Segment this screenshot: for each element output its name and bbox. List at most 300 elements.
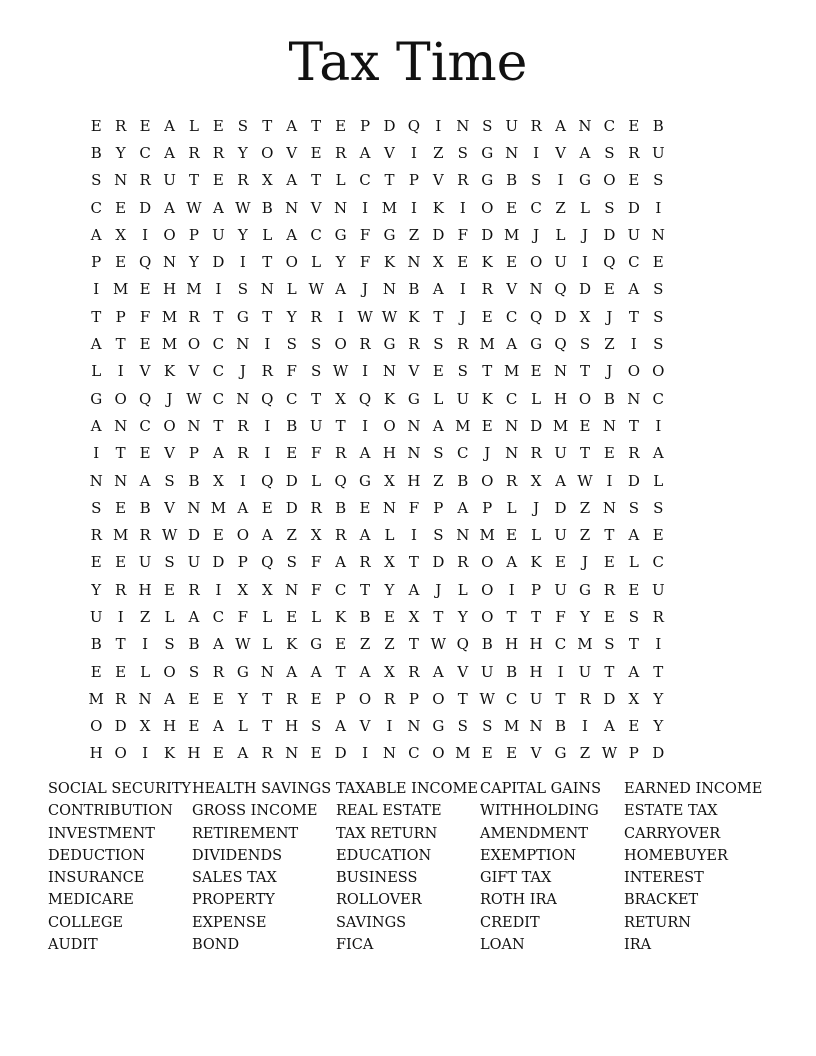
grid-letter: N xyxy=(236,335,250,354)
grid-letter: Z xyxy=(579,744,591,763)
grid-letter: S xyxy=(237,280,248,299)
grid-letter: B xyxy=(408,280,420,299)
grid-letter: S xyxy=(457,143,468,162)
grid-letter: I xyxy=(362,362,368,381)
grid-letter: E xyxy=(115,553,127,572)
grid-letter: X xyxy=(579,307,591,326)
grid-letter: U xyxy=(554,526,567,545)
grid-letter: O xyxy=(114,744,127,763)
grid-letter: T xyxy=(262,253,273,272)
grid-letter: A xyxy=(555,116,566,135)
grid-letter: S xyxy=(164,553,175,572)
grid-letter: C xyxy=(505,689,518,708)
grid-letter: A xyxy=(457,498,469,517)
grid-letter: A xyxy=(286,225,298,244)
grid-letter: W xyxy=(430,635,447,654)
grid-letter: E xyxy=(530,362,542,381)
grid-letter: I xyxy=(93,444,100,463)
grid-letter: T xyxy=(433,307,444,326)
grid-letter: G xyxy=(383,335,396,354)
grid-letter: A xyxy=(555,471,566,490)
grid-letter: O xyxy=(481,580,494,599)
grid-letter: I xyxy=(142,635,149,654)
grid-letter: O xyxy=(652,362,665,381)
grid-letter: D xyxy=(578,280,591,299)
grid-letter: R xyxy=(481,280,493,299)
grid-letter: N xyxy=(578,116,592,135)
grid-letter: A xyxy=(286,662,298,681)
grid-letter: A xyxy=(579,143,591,162)
grid-letter: A xyxy=(164,143,175,162)
grid-letter: L xyxy=(237,717,248,736)
grid-letter: L xyxy=(311,471,322,490)
grid-row xyxy=(84,740,671,767)
word-list-item: MEDICARE xyxy=(48,892,134,909)
grid-letter: D xyxy=(432,553,445,572)
grid-letter: D xyxy=(652,744,665,763)
grid-letter: R xyxy=(530,116,542,135)
word-list-item: AMENDMENT xyxy=(480,825,589,842)
grid-letter: W xyxy=(308,280,324,299)
grid-letter: S xyxy=(91,498,102,517)
grid-letter: A xyxy=(90,225,102,244)
grid-letter: E xyxy=(628,116,640,135)
grid-letter: D xyxy=(627,198,640,217)
grid-letter: I xyxy=(142,744,149,763)
grid-letter: V xyxy=(164,498,175,517)
grid-letter: R xyxy=(237,444,249,463)
grid-letter: G xyxy=(432,717,445,736)
grid-letter: A xyxy=(359,143,371,162)
grid-letter: K xyxy=(408,307,420,326)
grid-row xyxy=(84,412,671,439)
grid-letter: E xyxy=(139,280,151,299)
grid-letter: T xyxy=(335,416,346,435)
grid-letter: I xyxy=(533,143,540,162)
grid-letter: G xyxy=(481,143,494,162)
grid-letter: A xyxy=(432,662,444,681)
word-list-item: ROTH IRA xyxy=(480,892,557,909)
grid-letter: E xyxy=(481,416,493,435)
grid-letter: T xyxy=(457,689,468,708)
grid-letter: G xyxy=(554,744,567,763)
word-list-item: RETURN xyxy=(624,914,691,931)
grid-letter: O xyxy=(334,335,347,354)
grid-letter: X xyxy=(261,171,273,190)
grid-letter: S xyxy=(653,307,664,326)
grid-letter: I xyxy=(655,635,662,654)
grid-letter: C xyxy=(457,444,469,463)
grid-letter: C xyxy=(652,389,665,408)
grid-letter: A xyxy=(506,553,518,572)
grid-letter: C xyxy=(359,171,371,190)
grid-row xyxy=(84,358,671,385)
grid-letter: H xyxy=(162,280,177,299)
grid-letter: O xyxy=(481,553,494,572)
grid-letter: M xyxy=(503,717,520,736)
grid-letter: B xyxy=(555,717,567,736)
grid-letter: W xyxy=(577,471,593,490)
word-list-item: DIVIDENDS xyxy=(192,847,283,864)
grid-letter: C xyxy=(139,143,151,162)
grid-letter: U xyxy=(554,580,567,599)
grid-row xyxy=(84,194,671,221)
grid-letter: N xyxy=(334,198,348,217)
grid-letter: R xyxy=(139,171,151,190)
grid-letter: S xyxy=(91,171,102,190)
grid-letter: O xyxy=(481,471,494,490)
grid-row xyxy=(84,631,671,658)
grid-letter: C xyxy=(334,580,347,599)
grid-letter: G xyxy=(578,171,591,190)
grid-letter: E xyxy=(115,253,127,272)
grid-letter: I xyxy=(264,416,271,435)
grid-letter: R xyxy=(334,444,347,463)
word-list-item: EDUCATION xyxy=(336,847,432,864)
grid-letter: C xyxy=(212,362,225,381)
grid-letter: S xyxy=(286,335,297,354)
grid-letter: I xyxy=(655,416,662,435)
grid-letter: N xyxy=(114,171,128,190)
grid-letter: K xyxy=(530,553,542,572)
grid-letter: S xyxy=(482,116,493,135)
grid-letter: T xyxy=(311,171,322,190)
grid-letter: I xyxy=(142,225,149,244)
grid-letter: Y xyxy=(237,689,248,708)
grid-row xyxy=(84,467,671,494)
grid-letter: N xyxy=(382,362,397,381)
grid-letter: I xyxy=(508,580,515,599)
grid-letter: O xyxy=(261,143,274,162)
grid-letter: L xyxy=(188,116,199,135)
grid-letter: H xyxy=(162,717,177,736)
grid-letter: W xyxy=(186,389,202,408)
grid-letter: C xyxy=(212,335,225,354)
grid-letter: W xyxy=(332,362,349,381)
grid-letter: X xyxy=(261,580,273,599)
grid-letter: E xyxy=(457,253,469,272)
grid-letter: E xyxy=(506,198,518,217)
grid-letter: B xyxy=(506,171,518,190)
grid-letter: I xyxy=(557,171,564,190)
grid-letter: I xyxy=(93,280,100,299)
grid-letter: F xyxy=(237,607,249,626)
grid-row xyxy=(84,494,671,521)
grid-letter: N xyxy=(553,362,568,381)
grid-letter: A xyxy=(90,335,102,354)
word-list-item: EARNED INCOME xyxy=(624,781,763,797)
grid-letter: I xyxy=(117,362,124,381)
grid-letter: I xyxy=(557,662,564,681)
grid-letter: E xyxy=(139,116,151,135)
grid-letter: N xyxy=(529,717,543,736)
word-list-item: TAX RETURN xyxy=(336,825,438,842)
grid-letter: K xyxy=(334,607,347,626)
grid-letter: N xyxy=(407,717,421,736)
grid-letter: C xyxy=(530,198,542,217)
grid-row xyxy=(84,112,671,139)
grid-letter: L xyxy=(579,198,590,217)
grid-letter: O xyxy=(236,526,249,545)
grid-letter: K xyxy=(481,389,493,408)
word-list xyxy=(48,778,768,956)
grid-letter: R xyxy=(139,526,151,545)
grid-letter: P xyxy=(359,116,371,135)
grid-letter: X xyxy=(628,689,640,708)
grid-letter: D xyxy=(383,116,396,135)
grid-letter: F xyxy=(139,307,151,326)
grid-letter: A xyxy=(212,444,224,463)
grid-letter: M xyxy=(186,280,202,299)
grid-letter: H xyxy=(89,744,103,763)
grid-letter: X xyxy=(384,662,395,681)
word-list-item: GIFT TAX xyxy=(480,870,552,887)
grid-letter: H xyxy=(382,444,397,463)
grid-letter: F xyxy=(359,225,371,244)
grid-letter: Z xyxy=(433,143,444,162)
grid-letter: T xyxy=(384,171,395,190)
grid-letter: B xyxy=(506,662,518,681)
grid-letter: P xyxy=(628,744,639,763)
grid-letter: P xyxy=(188,444,200,463)
grid-letter: S xyxy=(164,471,175,490)
grid-letter: U xyxy=(554,444,567,463)
grid-letter: E xyxy=(335,635,347,654)
grid-letter: T xyxy=(604,662,615,681)
grid-letter: R xyxy=(310,498,322,517)
grid-letter: N xyxy=(407,416,421,435)
grid-letter: J xyxy=(581,225,588,244)
grid-letter: D xyxy=(603,225,616,244)
grid-letter: N xyxy=(114,471,128,490)
grid-letter: V xyxy=(188,362,200,381)
grid-letter: R xyxy=(603,580,616,599)
grid-letter: J xyxy=(533,498,540,517)
grid-letter: R xyxy=(286,689,298,708)
grid-letter: S xyxy=(530,171,542,190)
grid-letter: M xyxy=(112,526,129,545)
grid-letter: C xyxy=(628,253,640,272)
word-list-item: SALES TAX xyxy=(192,870,277,887)
grid-letter: X xyxy=(384,553,395,572)
grid-letter: T xyxy=(115,635,126,654)
grid-letter: C xyxy=(603,116,616,135)
grid-letter: U xyxy=(627,225,641,244)
grid-letter: N xyxy=(236,389,250,408)
grid-letter: A xyxy=(212,635,224,654)
grid-letter: S xyxy=(311,717,322,736)
word-list-item: CONTRIBUTION xyxy=(48,803,173,820)
grid-letter: E xyxy=(115,498,127,517)
grid-letter: P xyxy=(237,553,248,572)
grid-letter: R xyxy=(383,689,396,708)
grid-letter: K xyxy=(383,253,396,272)
grid-letter: D xyxy=(334,744,347,763)
grid-letter: L xyxy=(457,580,468,599)
grid-letter: F xyxy=(359,253,371,272)
grid-letter: R xyxy=(628,444,640,463)
grid-letter: L xyxy=(335,171,346,190)
grid-letter: A xyxy=(261,526,273,545)
grid-letter: Z xyxy=(604,335,615,354)
grid-letter: R xyxy=(506,471,518,490)
grid-letter: A xyxy=(286,171,298,190)
grid-letter: J xyxy=(459,307,466,326)
grid-letter: I xyxy=(362,744,368,763)
grid-letter: L xyxy=(140,662,151,681)
grid-letter: O xyxy=(603,171,616,190)
grid-letter: I xyxy=(606,471,613,490)
grid-letter: E xyxy=(212,744,224,763)
grid-letter: A xyxy=(652,444,664,463)
grid-letter: S xyxy=(628,498,639,517)
grid-letter: X xyxy=(115,225,126,244)
grid-letter: S xyxy=(604,198,615,217)
grid-letter: Q xyxy=(261,471,274,490)
grid-letter: N xyxy=(89,471,103,490)
word-list-item: GROSS INCOME xyxy=(192,803,318,820)
grid-letter: U xyxy=(578,662,592,681)
grid-letter: U xyxy=(529,689,543,708)
grid-letter: T xyxy=(311,389,322,408)
grid-letter: D xyxy=(139,198,152,217)
grid-letter: M xyxy=(455,416,471,435)
grid-letter: S xyxy=(188,662,200,681)
grid-letter: E xyxy=(286,607,298,626)
grid-letter: L xyxy=(311,607,322,626)
grid-letter: S xyxy=(457,717,468,736)
grid-row xyxy=(84,658,671,685)
grid-letter: L xyxy=(262,607,273,626)
grid-letter: X xyxy=(335,389,346,408)
grid-letter: R xyxy=(188,580,200,599)
grid-letter: E xyxy=(188,717,200,736)
grid-letter: E xyxy=(164,580,175,599)
grid-letter: V xyxy=(408,362,420,381)
grid-letter: V xyxy=(384,143,395,162)
grid-letter: I xyxy=(582,253,588,272)
grid-letter: P xyxy=(115,307,126,326)
word-list-item: PROPERTY xyxy=(192,892,275,909)
grid-letter: O xyxy=(627,362,640,381)
grid-letter: D xyxy=(481,225,494,244)
grid-letter: N xyxy=(456,526,470,545)
grid-letter: S xyxy=(653,171,664,190)
grid-letter: S xyxy=(653,498,664,517)
grid-letter: N xyxy=(382,744,397,763)
grid-letter: N xyxy=(285,580,299,599)
grid-letter: L xyxy=(384,526,395,545)
grid-letter: G xyxy=(530,335,543,354)
grid-letter: I xyxy=(410,526,417,545)
grid-letter: K xyxy=(163,362,176,381)
grid-letter: Q xyxy=(138,389,152,408)
grid-letter: E xyxy=(90,116,102,135)
grid-letter: C xyxy=(505,307,518,326)
grid-letter: Q xyxy=(554,280,567,299)
grid-letter: O xyxy=(432,744,445,763)
word-list-item: FICA xyxy=(336,937,374,954)
word-list-item: REAL ESTATE xyxy=(336,803,442,820)
grid-letter: C xyxy=(212,607,225,626)
grid-letter: E xyxy=(383,607,395,626)
grid-letter: V xyxy=(164,444,175,463)
grid-letter: A xyxy=(432,280,444,299)
grid-letter: N xyxy=(382,280,397,299)
grid-letter: R xyxy=(359,335,371,354)
grid-letter: D xyxy=(114,717,127,736)
grid-letter: L xyxy=(262,225,273,244)
grid-letter: R xyxy=(579,689,591,708)
grid-row xyxy=(84,276,671,303)
grid-letter: N xyxy=(529,280,543,299)
grid-letter: T xyxy=(188,171,199,190)
grid-letter: R xyxy=(334,526,347,545)
grid-letter: Z xyxy=(408,225,420,244)
grid-letter: H xyxy=(529,635,543,654)
grid-letter: Q xyxy=(529,307,543,326)
grid-letter: W xyxy=(235,635,251,654)
grid-letter: N xyxy=(114,416,128,435)
grid-letter: Q xyxy=(334,471,347,490)
word-list-item: ROLLOVER xyxy=(336,892,422,909)
grid-letter: E xyxy=(139,444,151,463)
grid-letter: E xyxy=(359,498,371,517)
grid-letter: N xyxy=(407,444,421,463)
grid-letter: G xyxy=(383,225,396,244)
grid-letter: D xyxy=(212,553,225,572)
grid-letter: S xyxy=(164,635,175,654)
grid-letter: R xyxy=(188,307,200,326)
grid-letter: P xyxy=(408,689,419,708)
grid-letter: I xyxy=(337,307,344,326)
grid-letter: M xyxy=(88,689,104,708)
word-list-item: CAPITAL GAINS xyxy=(480,781,602,797)
grid-letter: E xyxy=(603,444,615,463)
grid-letter: P xyxy=(531,580,542,599)
grid-letter: Z xyxy=(286,526,297,545)
grid-letter: A xyxy=(359,662,371,681)
word-list-item: CREDIT xyxy=(480,914,540,931)
grid-letter: J xyxy=(166,389,173,408)
grid-letter: E xyxy=(212,116,224,135)
grid-letter: U xyxy=(651,143,665,162)
grid-letter: A xyxy=(335,553,347,572)
grid-letter: N xyxy=(187,416,201,435)
grid-letter: N xyxy=(505,416,519,435)
grid-letter: E xyxy=(628,171,640,190)
grid-letter: E xyxy=(335,116,347,135)
grid-letter: M xyxy=(479,335,495,354)
grid-letter: G xyxy=(310,635,323,654)
grid-letter: M xyxy=(161,307,178,326)
grid-letter: O xyxy=(163,416,176,435)
grid-letter: A xyxy=(164,689,175,708)
grid-letter: U xyxy=(554,253,567,272)
grid-letter: I xyxy=(362,198,368,217)
grid-letter: N xyxy=(187,498,201,517)
grid-letter: D xyxy=(554,498,567,517)
grid-letter: O xyxy=(114,389,127,408)
grid-letter: A xyxy=(237,498,249,517)
grid-letter: S xyxy=(433,335,444,354)
grid-letter: C xyxy=(505,389,518,408)
grid-letter: O xyxy=(481,198,494,217)
grid-letter: G xyxy=(359,471,372,490)
grid-letter: A xyxy=(432,416,444,435)
grid-letter: W xyxy=(381,307,398,326)
grid-letter: C xyxy=(408,744,420,763)
